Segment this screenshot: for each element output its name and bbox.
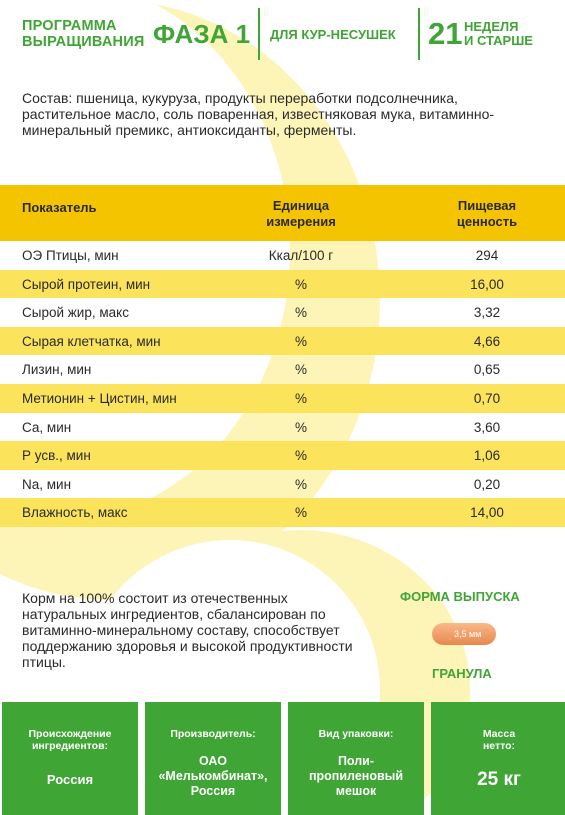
row-name: Сырая клетчатка, мин: [22, 333, 161, 349]
maker-tile: [145, 702, 281, 815]
mass-tile: [431, 702, 565, 815]
row-name: Сырой протеин, мин: [22, 276, 151, 292]
header-param: Показатель: [22, 200, 97, 215]
header-divider: [418, 8, 420, 60]
row-name: Лизин, мин: [22, 362, 92, 378]
row-name: ОЭ Птицы, мин: [22, 248, 119, 263]
table-row: [0, 470, 565, 499]
row-unit: %: [294, 476, 307, 492]
row-value: 294: [475, 248, 499, 263]
table-row: [0, 498, 565, 527]
mass-value: 25 кг: [477, 769, 521, 790]
row-unit: Ккал/100 г: [268, 248, 334, 263]
header-unit-line-2: измерения: [266, 214, 336, 229]
maker-label: Производитель:: [170, 728, 256, 740]
table-row: [0, 241, 565, 270]
table-row: [0, 355, 565, 384]
table-row: [0, 413, 565, 442]
row-name: Метионин + Цистин, мин: [22, 390, 177, 406]
row-value: 1,06: [473, 448, 501, 464]
row-value: 0,20: [473, 476, 501, 492]
header-value-line-1: Пищевая: [457, 198, 517, 213]
row-value: 0,65: [473, 362, 501, 378]
package-value: [288, 754, 424, 799]
header-value-line-2: ценность: [456, 214, 518, 229]
origin-label: [2, 728, 138, 752]
table-row: [0, 384, 565, 413]
row-unit: %: [294, 362, 307, 378]
row-value: 3,32: [473, 305, 501, 321]
package-line-1: Поли-: [337, 754, 375, 768]
origin-label-line-1: Происхождение: [28, 728, 112, 740]
row-value: 3,60: [473, 419, 501, 435]
row-name: Na, мин: [22, 476, 72, 492]
row-value: 0,70: [473, 390, 501, 406]
nutrition-table: [0, 185, 565, 527]
mass-label-line-1: Масса: [482, 728, 516, 740]
row-value: 14,00: [470, 505, 504, 521]
header-divider: [258, 8, 260, 60]
row-name: Сырой жир, макс: [22, 305, 129, 321]
header-unit: [255, 198, 347, 230]
program-line-2: ВЫРАЩИВАНИЯ: [22, 34, 145, 50]
composition-text: Состав: пшеница, кукуруза, продукты переработки подсолнечника, растительное масло, соль поваренная, известняковая мука, витаминно-минеральный премикс, антиоксиданты, ферменты.: [22, 90, 495, 138]
package-line-3: мешок: [335, 784, 377, 798]
table-row: [0, 327, 565, 356]
age-label: [464, 20, 533, 48]
mass-label-line-2: нетто:: [482, 740, 516, 752]
maker-line-2: «Мелькомбинат»,: [158, 769, 268, 783]
row-name: Влажность, макс: [22, 505, 128, 521]
row-unit: %: [294, 419, 307, 435]
table-row: [0, 441, 565, 470]
footer: [0, 702, 565, 815]
granule-size: 3,5 мм: [454, 629, 482, 639]
row-unit: %: [294, 448, 307, 464]
header-value: [438, 198, 536, 230]
row-name: Р усв., мин: [22, 448, 91, 464]
origin-label-line-2: ингредиентов:: [31, 740, 109, 752]
table-row: [0, 270, 565, 299]
maker-line-1: ОАО: [199, 754, 227, 768]
table-header: [0, 185, 565, 241]
package-line-2: пропиленовый: [308, 769, 403, 783]
row-unit: %: [294, 333, 307, 349]
maker-line-3: Россия: [190, 784, 236, 798]
origin-value: Россия: [46, 772, 94, 787]
header-unit-line-1: Единица: [272, 198, 330, 213]
origin-tile: [2, 702, 138, 815]
form-title: ФОРМА ВЫПУСКА: [400, 589, 520, 604]
target-label: ДЛЯ КУР-НЕСУШЕК: [270, 27, 396, 42]
row-unit: %: [294, 305, 307, 321]
row-unit: %: [294, 276, 307, 292]
age-line-1: НЕДЕЛЯ: [464, 19, 519, 34]
row-value: 16,00: [470, 276, 504, 292]
header: [0, 0, 565, 78]
program-title: [22, 18, 144, 50]
program-line-1: ПРОГРАММА: [22, 18, 117, 34]
package-label: Вид упаковки:: [318, 728, 394, 740]
phase-title: ФАЗА 1: [153, 19, 251, 49]
description-text: Корм на 100% состоит из отечественных натуральных ингредиентов, сбалансирован по витаминно-минеральному составу, способствует поддержанию здоровья и высокой продуктивности птицы.: [22, 590, 353, 670]
form-label: ГРАНУЛА: [432, 666, 492, 681]
mass-label: [431, 728, 565, 752]
age-number: 21: [428, 16, 463, 51]
row-unit: %: [294, 390, 307, 406]
row-value: 4,66: [473, 333, 501, 349]
table-row: [0, 298, 565, 327]
age-line-2: И СТАРШЕ: [464, 33, 533, 48]
row-name: Са, мин: [22, 419, 72, 435]
maker-value: [145, 754, 281, 799]
package-tile: [288, 702, 424, 815]
row-unit: %: [294, 505, 307, 521]
